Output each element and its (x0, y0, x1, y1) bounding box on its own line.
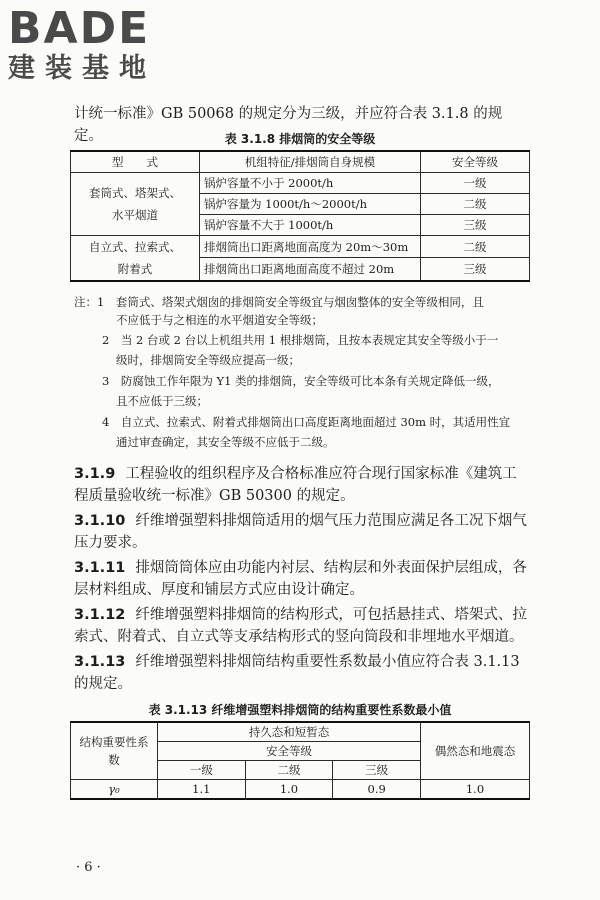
clause-3-1-10 (74, 510, 530, 554)
table-row (71, 236, 530, 258)
value-cell: 1.0 (245, 780, 333, 800)
level-cell: 三级 (421, 258, 530, 281)
note-line: 级时，排烟筒安全等级应提高一级； (116, 353, 300, 367)
clause-number: 3.1.10 (74, 513, 126, 529)
value-cell: 1.0 (421, 780, 530, 800)
level-header: 二级 (245, 761, 333, 780)
note-line: 不应低于与之相连的水平烟道安全等级； (116, 313, 323, 327)
clause-3-1-11 (74, 557, 530, 601)
clause-number: 3.1.11 (74, 560, 126, 576)
spec-cell: 锅炉容量不大于 1000t/h (200, 215, 421, 236)
logo-subtitle: 建装基地 (8, 53, 156, 84)
header-persistent: 持久态和短暂态 (158, 722, 421, 742)
spec-cell: 排烟筒出口距离地面高度为 20m～30m (200, 236, 421, 258)
note-line: 2 当 2 台或 2 台以上机组共用 1 根排烟筒，且按本表规定其安全等级小于一 (102, 333, 499, 347)
spec-cell: 锅炉容量不小于 2000t/h (200, 173, 421, 194)
safety-level-table (70, 150, 530, 282)
note-line: 3 防腐蚀工作年限为 Y1 类的排烟筒，安全等级可比本条有关规定降低一级， (102, 374, 500, 388)
level-header: 一级 (158, 761, 246, 780)
note-line: 且不应低于三级； (116, 394, 208, 408)
header-spec: 机组特征/排烟筒自身规模 (200, 151, 421, 173)
table-header-row (71, 151, 530, 173)
spec-cell: 排烟筒出口距离地面高度不超过 20m (200, 258, 421, 281)
level-cell: 二级 (421, 194, 530, 215)
clause-text: 排烟筒筒体应由功能内衬层、结构层和外表面保护层组成，各层材料组成、厚度和铺层方式应由设计确定。 (74, 560, 527, 598)
table2-caption: 表 3.1.13 纤维增强塑料排烟筒的结构重要性系数最小值 (148, 703, 452, 717)
level-cell: 一级 (421, 173, 530, 194)
symbol-cell: γ₀ (71, 780, 158, 800)
note-line: 通过审查确定，其安全等级不应低于二级。 (116, 435, 335, 449)
spec-cell: 锅炉容量为 1000t/h～2000t/h (200, 194, 421, 215)
note-line: 注：1 套筒式、塔架式烟囱的排烟筒安全等级宜与烟囱整体的安全等级相同，且 (74, 295, 484, 309)
clause-number: 3.1.12 (74, 607, 126, 623)
clause-text: 纤维增强塑料排烟筒结构重要性系数最小值应符合表 3.1.13 的规定。 (74, 654, 520, 692)
brand-logo (8, 3, 178, 86)
group2-type: 自立式、拉索式、附着式 (71, 236, 200, 282)
clause-3-1-13 (74, 651, 530, 695)
table-header-row (71, 722, 530, 742)
clause-3-1-9 (74, 463, 530, 507)
clause-3-1-12 (74, 604, 530, 648)
level-cell: 三级 (421, 215, 530, 236)
header-factor: 结构重要性系数 (71, 722, 158, 780)
table-row (71, 173, 530, 194)
header-type: 型 式 (71, 151, 200, 173)
header-level: 安全等级 (421, 151, 530, 173)
level-cell: 二级 (421, 236, 530, 258)
importance-factor-table (70, 721, 530, 800)
note-line: 4 自立式、拉索式、附着式排烟筒出口高度距离地面超过 30m 时，其适用性宜 (102, 415, 511, 429)
clause-text: 纤维增强塑料排烟筒适用的烟气压力范围应满足各工况下烟气压力要求。 (74, 513, 527, 551)
value-cell: 1.1 (158, 780, 246, 800)
group1-type: 套筒式、塔架式、水平烟道 (71, 173, 200, 236)
value-cell: 0.9 (333, 780, 421, 800)
clause-text: 纤维增强塑料排烟筒的结构形式，可包括悬挂式、塔架式、拉索式、附着式、自立式等支承结构形式的竖向筒段和非埋地水平烟道。 (74, 607, 527, 645)
header-safety-level: 安全等级 (158, 742, 421, 761)
clause-number: 3.1.13 (74, 654, 126, 670)
clause-number: 3.1.9 (74, 466, 116, 482)
page-number: · 6 · (76, 860, 101, 875)
level-header: 三级 (333, 761, 421, 780)
intro-line: 计统一标准》GB 50068 的规定分为三级，并应符合表 3.1.8 的规定。 (74, 106, 503, 144)
clause-text: 工程验收的组织程序及合格标准应符合现行国家标准《建筑工程质量验收统一标准》GB 50300 的规定。 (74, 466, 517, 504)
logo-wordmark: BADE (8, 3, 151, 54)
header-accidental: 偶然态和地震态 (421, 722, 530, 780)
table1-caption: 表 3.1.8 排烟筒的安全等级 (224, 132, 376, 146)
table-row (71, 780, 530, 800)
